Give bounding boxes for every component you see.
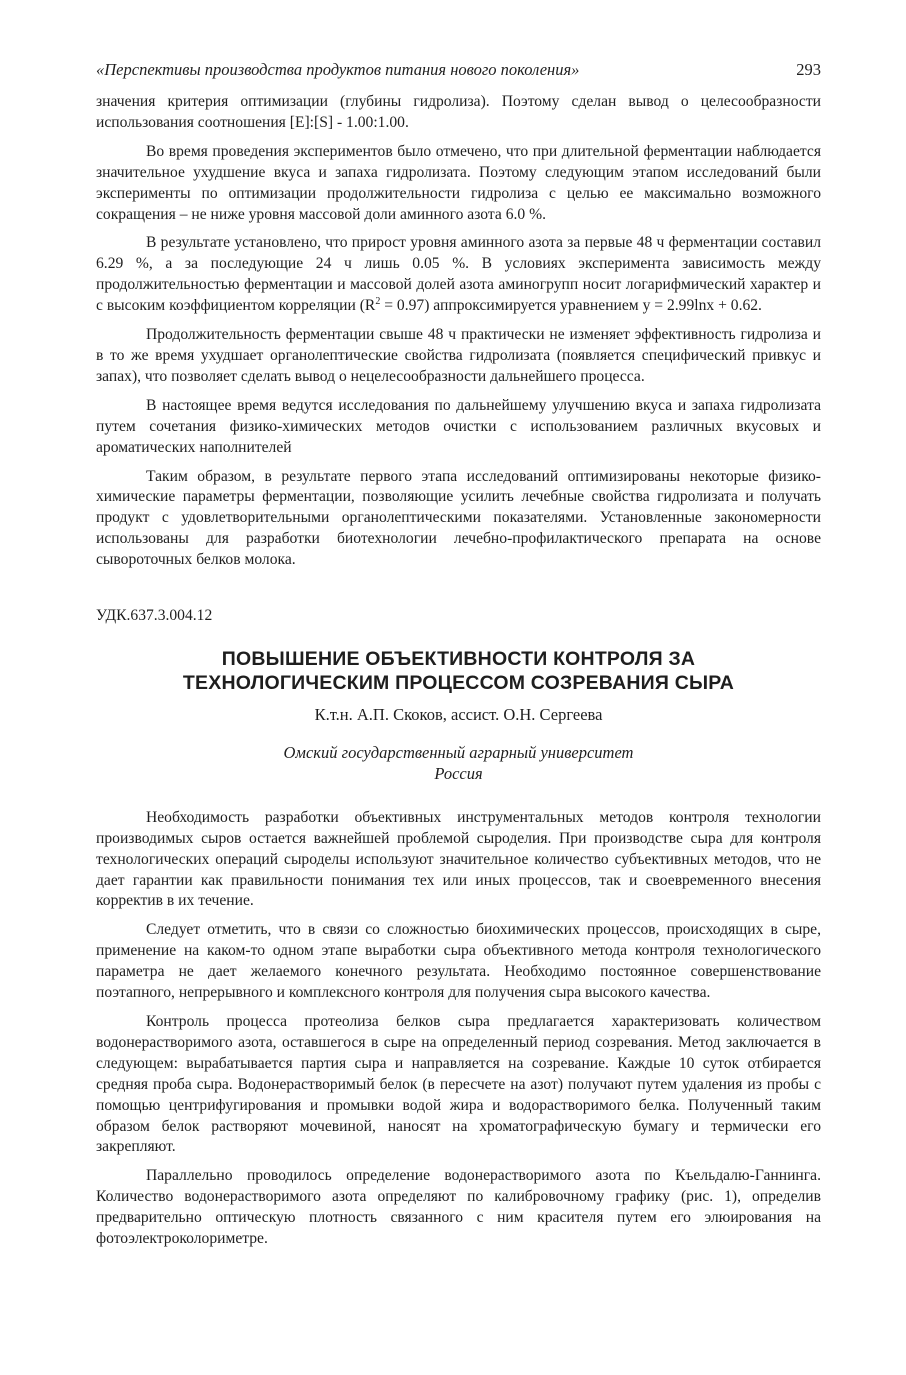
- authors: К.т.н. А.П. Скоков, ассист. О.Н. Сергеева: [314, 704, 603, 724]
- paragraph: Во время проведения экспериментов было отмечено, что при длительной ферментации наблюдается значительное ухудшение вкуса и запаха гидролизата. Поэтому следующим этапом исследований были эксперименты по оптимизации продолжительности гидролиза с целью ее максимально возможного сокращения – не ниже уровня массовой доли аминного азота 6.0 %.: [96, 142, 821, 223]
- paragraph: [96, 233, 821, 317]
- affiliation-name: Омский государственный аграрный университет: [283, 742, 634, 762]
- running-title: «Перспективы производства продуктов питания нового поколения»: [96, 60, 580, 79]
- paragraph: Необходимость разработки объективных инструментальных методов контроля технологии производимых сыров остается важнейшей проблемой сыроделия. При производстве сыра для контроля технологических операций сыроделы используют значительное количество субъективных методов, что не дает гарантии как правильности понимания тех или иных процессов, так и своевременного внесения корректив в их течение.: [96, 808, 821, 910]
- udc-code: УДК.637.3.004.12: [96, 607, 213, 625]
- article-title-line: ТЕХНОЛОГИЧЕСКИМ ПРОЦЕССОМ СОЗРЕВАНИЯ СЫРА: [182, 671, 735, 694]
- paragraph: В настоящее время ведутся исследования по дальнейшему улучшению вкуса и запаха гидролизата путем сочетания физико-химических методов очистки с использованием различных вкусовых и ароматических наполнителей: [96, 396, 821, 456]
- page-header: [96, 60, 821, 84]
- article-title-line: ПОВЫШЕНИЕ ОБЪЕКТИВНОСТИ КОНТРОЛЯ ЗА: [221, 647, 696, 670]
- paragraph-text: = 0.97) аппроксимируется уравнением y = 2.99lnx + 0.62.: [380, 297, 762, 315]
- paragraph-continued: значения критерия оптимизации (глубины гидролиза). Поэтому сделан вывод о целесообразности использования соотношения [E]:[S] - 1.00:1.00.: [96, 93, 821, 131]
- paragraph: Таким образом, в результате первого этапа исследований оптимизированы некоторые физико-химические параметры ферментации, позволяющие усилить лечебные свойства гидролизата и получать продукт с удовлетворительными органолептическими показателями. Установленные закономерности использованы для разработки биотехнологии лечебно-профилактического препарата на основе сывороточных белков молока.: [96, 467, 821, 569]
- document-page: [96, 60, 821, 1250]
- affiliation-country: Россия: [434, 763, 483, 783]
- paragraph: Продолжительность ферментации свыше 48 ч практически не изменяет эффективность гидролиза и в то же время ухудшает органолептические свойства гидролизата (появляется специфический привкус и запах), что позволяет сделать вывод о нецелесообразности дальнейшего процесса.: [96, 326, 821, 385]
- page-number: 293: [796, 60, 821, 79]
- superscript: 2: [375, 295, 381, 307]
- article-body: [96, 808, 821, 1250]
- paragraph: Контроль процесса протеолиза белков сыра предлагается характеризовать количеством водонерастворимого азота, оставшегося в сыре на определенный период созревания. Метод заключается в следующем: вырабатывается партия сыра и направляется на созревание. Каждые 10 суток отбирается средняя проба сыра. Водонерастворимый белок (в пересчете на азот) получают путем удаления из пробы с помощью центрифугирования и промывки водой жира и водорастворимого белка. Полученный таким образом белок растворяют мочевиной, наносят на хроматографическую бумагу и термически его закрепляют.: [96, 1013, 821, 1156]
- affiliation: [96, 742, 821, 784]
- article-title: [96, 647, 821, 695]
- paragraph: Следует отметить, что в связи со сложностью биохимических процессов, происходящих в сыре, применение на каком-то одном этапе выработки сыра объективного метода контроля технологического параметра не дает желаемого конечного результата. Необходимо постоянное совершенствование поэтапного, непрерывного и комплексного контроля для получения сыра высокого качества.: [96, 921, 821, 1002]
- paragraph: Параллельно проводилось определение водонерастворимого азота по Къельдалю-Ганнинга. Количество водонерастворимого азота определяют по калибровочному графику (рис. 1), определив предварительно оптическую плотность связанного с ним красителя путем его элюирования на фотоэлектроколориметре.: [96, 1167, 821, 1248]
- paragraph-text: В результате установлено, что прирост уровня аминного азота за первые 48 ч ферментации составил 6.29 %, а за последующие 24 ч лишь 0.05 %. В условиях эксперимента зависимость между продолжительностью ферментации и массовой долей азота аминогрупп носит логарифмический характер и с высоким коэффициентом корреляции (R: [96, 234, 821, 315]
